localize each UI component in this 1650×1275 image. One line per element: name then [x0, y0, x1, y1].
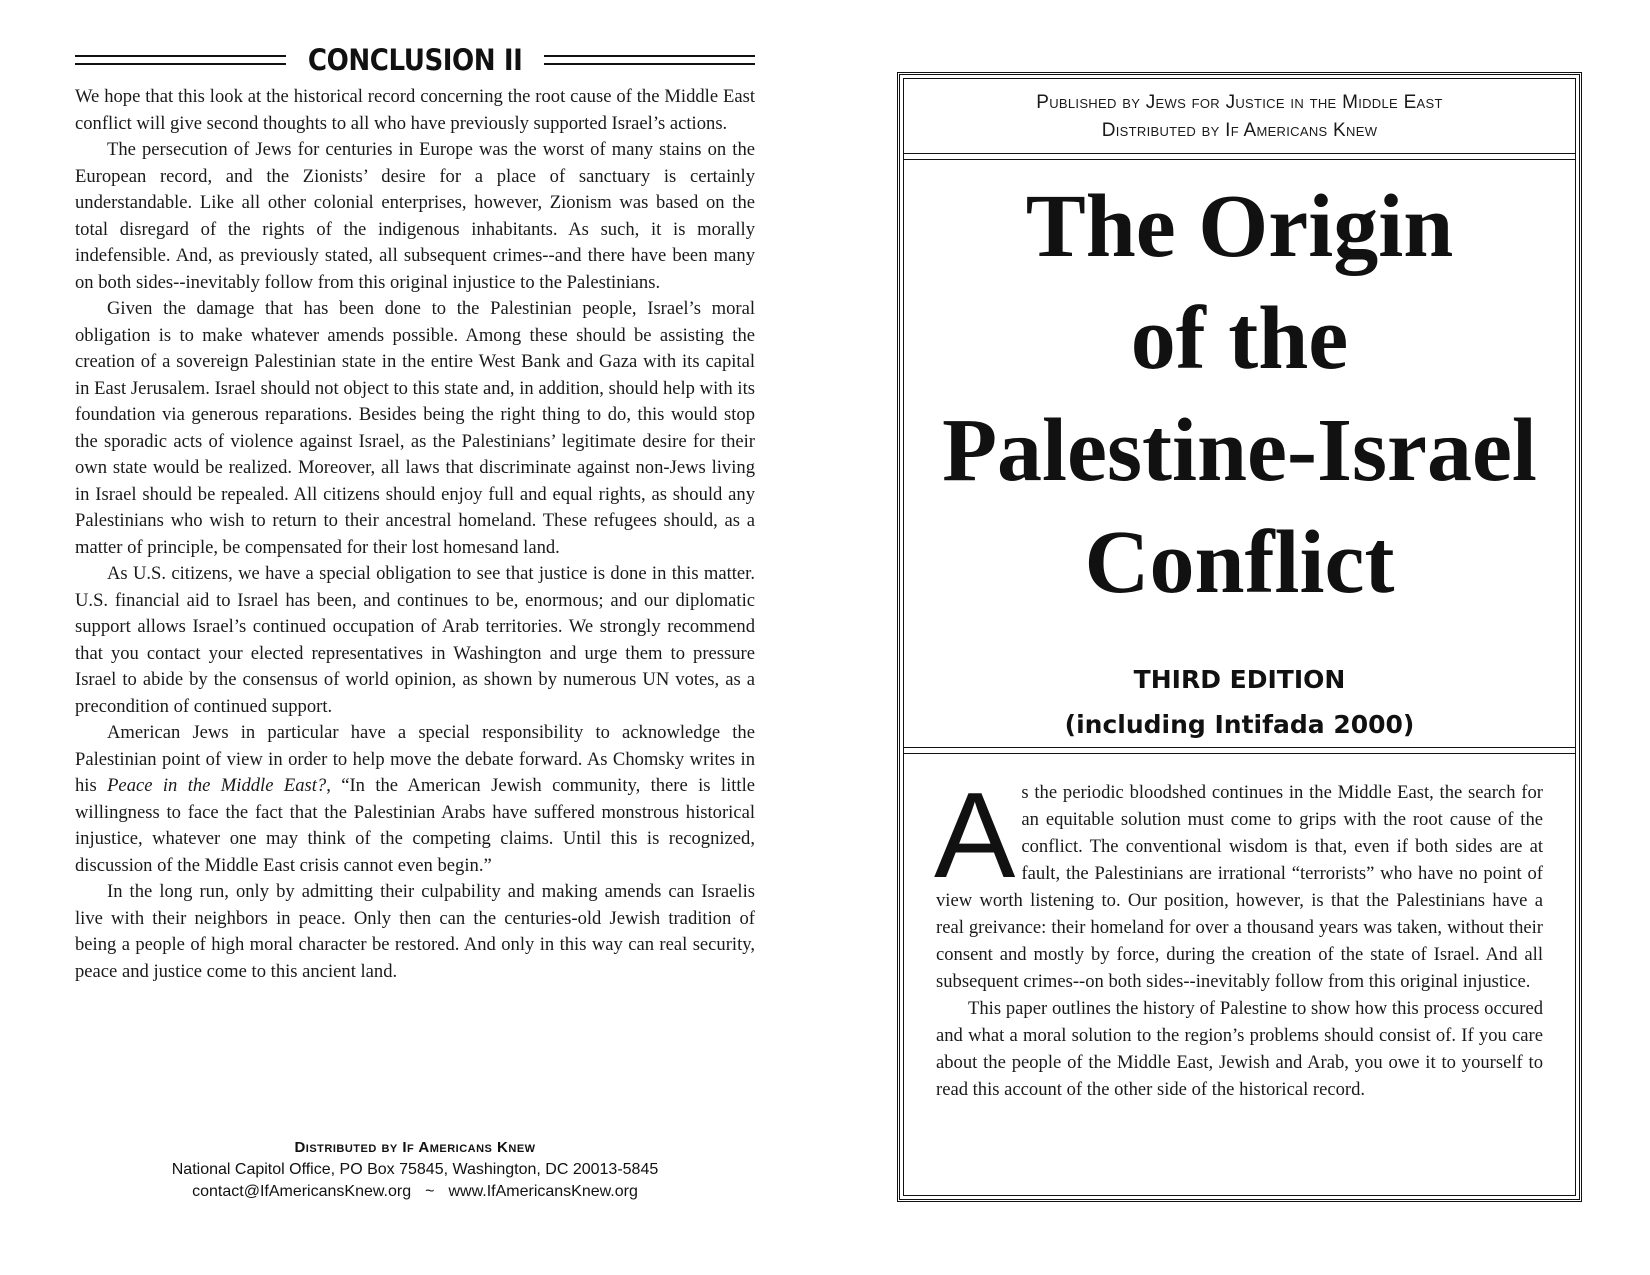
paragraph: Given the damage that has been done to the Palestinian people, Israel’s moral obligation is to make whatever amends possible. Among these should be assisting the creation of a sovereign Palestinian state in the entire West Bank and Gaza with its capital in East Jerusalem. Israel should not object to this state and, in addition, should help with its foundation via generous reparations. Besides being the right thing to do, this would stop the sporadic acts of violence against Israel, as the Palestinians’ legitimate desire for their own state would be realized. Moreover, all laws that discriminate against non-Jews living in Israel should be repealed. All citizens should enjoy full and equal rights, as should any Palestinians who wish to return to their ancestral homeland. These refugees should, as a matter of principle, be compensated for their lost homesand land.	[75, 298, 755, 558]
intro-paragraph: This paper outlines the history of Palestine to show how this process occured and what a moral solution to the region’s problems should consist of. If you care about the people of the Middle East, Jewish and Arab, you owe it to yourself to read this account of the other side of the historical record.	[936, 998, 1543, 1100]
divider-bottom	[904, 747, 1575, 754]
intro-paragraph	[934, 767, 1543, 995]
footer-contact	[75, 1181, 755, 1203]
footer-heading: Distributed by If Americans Knew	[294, 1139, 536, 1156]
footer-separator: ~	[425, 1183, 435, 1200]
heading-rule-right	[544, 55, 755, 65]
published-by: Published by Jews for Justice in the Middle East	[1036, 92, 1443, 113]
paragraph: In the long run, only by admitting their culpability and making amends can Israelis live with their neighbors in peace. Only then can the centuries-old Jewish tradition of being a people of high moral character be restored. And only in this way can real security, peace and justice come to this ancient land.	[75, 881, 755, 982]
publisher-box	[904, 79, 1575, 153]
paragraph: As U.S. citizens, we have a special obligation to see that justice is done in this matter. U.S. financial aid to Israel has been, and continues to be, enormous; and our diplomatic support allows Israel’s continued occupation of Arab territories. We strongly recommend that you contact your elected representatives in Washington and urge them to pressure Israel to abide by the consensus of world opinion, as shown by numerous UN votes, as a precondition of continued support.	[75, 563, 755, 717]
distributed-by: Distributed by If Americans Knew	[1101, 120, 1378, 141]
intro-paragraph-text: s the periodic bloodshed continues in the Middle East, the search for an equitable solution must come to grips with the root cause of the conflict. The conventional wisdom is that, even if both sides are at fault, the Palestinians are irrational “terrorists” who have no point of view worth listening to. Our position, however, is that the Palestinians have a real greivance: their homeland for over a thousand years was taken, without their consent and mostly by force, during the creation of the state of Israel. And all subsequent crimes--on both sides--inevitably follow from this original injustice.	[936, 782, 1543, 992]
paragraph-text: , “In the American Jewish community, there is little willingness to face the fact that the Palestinian Arabs have suffered monstrous historical injustice, whatever one may think of the competing claims. Until this is recognized, discussion of the Middle East crisis cannot even begin.”	[75, 775, 755, 876]
drop-cap: A	[934, 767, 1016, 903]
title-line: of the	[1130, 289, 1349, 388]
intro-text	[934, 767, 1543, 1103]
footer-website: www.IfAmericansKnew.org	[448, 1183, 638, 1200]
paragraph: We hope that this look at the historical record concerning the root cause of the Middle East conflict will give second thoughts to all who have previously supported Israel’s actions.	[75, 86, 755, 134]
heading-rule-left	[75, 55, 286, 65]
book-title: Peace in the Middle East?	[107, 775, 327, 796]
divider-top	[904, 153, 1575, 160]
paragraph-text: American Jews in particular have a special responsibility to acknowledge the Palestinian point of view in order to help move the debate forward. As Chomsky writes in his	[75, 722, 755, 796]
footer-address: National Capitol Office, PO Box 75845, Washington, DC 20013-5845	[171, 1161, 659, 1178]
distribution-footer	[75, 1137, 755, 1203]
cover-frame	[897, 72, 1582, 1202]
paragraph: The persecution of Jews for centuries in Europe was the worst of many stains on the European record, and the Zionists’ desire for a place of sanctuary is certainly understandable. Like all other colonial enterprises, however, Zionism was based on the total disregard of the rights of the indigenous inhabitants. As such, it is morally indefensible. And, as previously stated, all subsequent crimes--and there have been many on both sides--inevitably follow from this original injustice to the Palestinians.	[75, 139, 755, 293]
cover-title	[904, 171, 1575, 619]
title-line: Palestine-Israel	[942, 401, 1537, 500]
footer-email: contact@IfAmericansKnew.org	[192, 1183, 412, 1200]
edition-block	[904, 657, 1575, 747]
title-line: Conflict	[1084, 513, 1395, 612]
edition-label: THIRD EDITION	[1133, 665, 1346, 694]
title-line: The Origin	[1025, 177, 1454, 276]
paragraph	[75, 720, 755, 879]
cover-inner-frame	[903, 78, 1576, 1196]
conclusion-body	[75, 84, 755, 985]
edition-subtitle: (including Intifada 2000)	[1064, 710, 1415, 739]
section-heading	[75, 40, 755, 80]
section-title: CONCLUSION II	[307, 43, 523, 77]
left-page	[75, 40, 755, 985]
